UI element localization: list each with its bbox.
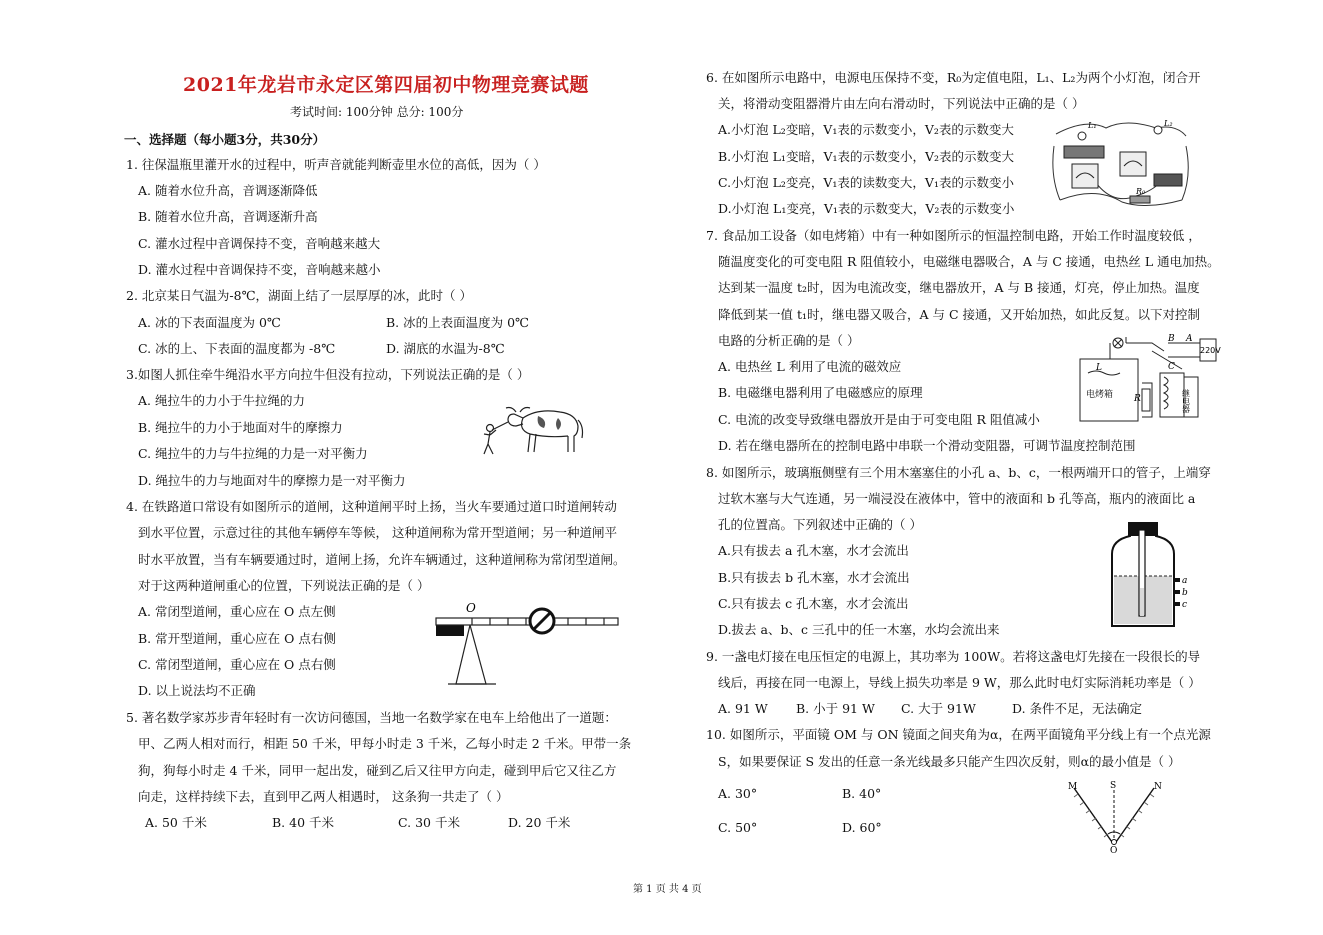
q9-option: D. 条件不足，无法确定 xyxy=(1012,701,1143,716)
q10-stem: 10. 如图所示，平面镜 OM 与 ON 镜面之间夹角为α，在两平面镜角平分线上有一个点光源 xyxy=(706,727,1211,742)
q5-stem: 狗，狗每小时走 4 千米，同甲一起出发，碰到乙后又往甲方向走，碰到甲后它又往乙方 xyxy=(138,763,617,778)
q1-option: A. 随着水位升高，音调逐渐降低 xyxy=(138,183,318,198)
q8-option: D.拔去 a、b、c 三孔中的任一木塞，水均会流出来 xyxy=(718,622,1000,637)
q6-option: A.小灯泡 L₂变暗，V₁表的示数变小，V₂表的示数变大 xyxy=(718,122,1014,137)
q2-option: C. 冰的上、下表面的温度都为 -8℃ xyxy=(138,341,336,356)
q5-option: C. 30 千米 xyxy=(398,815,460,830)
oven-r-label: R xyxy=(1134,394,1141,404)
hole-c-label: c xyxy=(1182,600,1188,610)
mirror-m-label: M xyxy=(1068,782,1078,792)
mirror-n-label: N xyxy=(1154,782,1162,792)
q3-option: B. 绳拉牛的力小于地面对牛的摩擦力 xyxy=(138,420,343,435)
battery xyxy=(1154,174,1182,186)
ox-figure xyxy=(478,400,588,462)
q4-stem: 到水平位置，示意过往的其他车辆停车等候， 这种道闸称为常开型道闸；另一种道闸平 xyxy=(138,525,617,540)
hole-b-label: b xyxy=(1182,588,1188,598)
q1-option: D. 灌水过程中音调保持不变，音响越来越小 xyxy=(138,262,381,277)
bulb-l1 xyxy=(1078,132,1086,140)
q5-stem: 甲、乙两人相对而行，相距 50 千米，甲每小时走 3 千米，乙每小时走 2 千米。甲带一条 xyxy=(138,736,632,751)
voltmeter-1 xyxy=(1072,164,1098,188)
rheostat xyxy=(1064,146,1104,158)
q6-stem: 关，将滑动变阻器滑片由左向右滑动时，下列说法中正确的是（ ） xyxy=(718,96,1085,111)
q10-option: B. 40° xyxy=(842,786,882,801)
q10-option: C. 50° xyxy=(718,820,758,835)
q6-option: B.小灯泡 L₁变暗，V₁表的示数变小，V₂表的示数变大 xyxy=(718,149,1015,164)
q10-option: A. 30° xyxy=(718,786,758,801)
q4-option: C. 常闭型道闸，重心应在 O 点右侧 xyxy=(138,657,336,672)
gate-pivot-label: O xyxy=(466,601,476,615)
q9-option: A. 91 W xyxy=(718,701,768,716)
oven-l-label: L xyxy=(1096,363,1102,373)
q7-option: C. 电流的改变导致继电器放开是由于可变电阻 R 阻值减小 xyxy=(718,412,1040,427)
q9-option: C. 大于 91W xyxy=(901,701,976,716)
relay-c-label: C xyxy=(1168,362,1175,372)
q3-option: D. 绳拉牛的力与地面对牛的摩擦力是一对平衡力 xyxy=(138,473,406,488)
q4-stem: 对于这两种道闸重心的位置，下列说法正确的是（ ） xyxy=(138,578,430,593)
voltage-label: 220V xyxy=(1200,346,1221,355)
hole-a-label: a xyxy=(1182,576,1188,586)
gate-bar xyxy=(436,618,618,625)
oven-label: 电烤箱 xyxy=(1086,390,1114,400)
q5-stem: 向走，这样持续下去，直到甲乙两人相遇时， 这条狗一共走了（ ） xyxy=(138,789,509,804)
q8-option: A.只有拔去 a 孔木塞，水才会流出 xyxy=(718,543,909,558)
q1-option: B. 随着水位升高，音调逐渐升高 xyxy=(138,209,318,224)
q5-option: D. 20 千米 xyxy=(508,815,571,830)
q10-option: D. 60° xyxy=(842,820,882,835)
q3-stem: 3.如图人抓住牵牛绳沿水平方向拉牛但没有拉动，下列说法正确的是（ ） xyxy=(126,367,530,382)
q9-stem: 线后，再接在同一电源上，导线上损失功率是 9 W，那么此时电灯实际消耗功率是（ ） xyxy=(718,675,1201,690)
q8-option: C.只有拔去 c 孔木塞，水才会流出 xyxy=(718,596,909,611)
q3-option: C. 绳拉牛的力与牛拉绳的力是一对平衡力 xyxy=(138,446,368,461)
q2-option: B. 冰的上表面温度为 0℃ xyxy=(386,315,530,330)
section-heading: 一、选择题（每小题3分，共30分） xyxy=(124,132,326,147)
mirror-figure xyxy=(1064,780,1164,854)
q7-stem: 达到某一温度 t₂时，因为电流改变，继电器放开，A 与 B 接通，灯亮，停止加热。温度 xyxy=(718,280,1200,295)
q4-option: A. 常闭型道闸，重心应在 O 点左侧 xyxy=(138,604,336,619)
q6-option: D.小灯泡 L₁变亮，V₁表的示数变大，V₂表的示数变小 xyxy=(718,201,1015,216)
q9-stem: 9. 一盏电灯接在电压恒定的电源上，其功率为 100W。若将这盏电灯先接在一段很长的导 xyxy=(706,649,1201,664)
q4-option: D. 以上说法均不正确 xyxy=(138,683,256,698)
voltmeter-2 xyxy=(1120,152,1146,176)
q4-stem: 4. 在铁路道口常设有如图所示的道闸，这种道闸平时上扬，当火车要通过道口时道闸转动 xyxy=(126,499,617,514)
gate-counterweight xyxy=(436,624,464,636)
q4-stem: 时水平放置，当有车辆要通过时，道闸上扬，允许车辆通过，这种道闸称为常闭型道闸。 xyxy=(138,552,626,567)
l2-label: L₂ xyxy=(1164,119,1173,128)
resistor xyxy=(1130,196,1150,203)
q7-option: B. 电磁继电器利用了电磁感应的原理 xyxy=(718,385,923,400)
relay-b-label: B xyxy=(1168,334,1175,344)
gate-figure xyxy=(430,598,622,690)
q10-stem: S，如果要保证 S 发出的任意一条光线最多只能产生四次反射，则α的最小值是（ ） xyxy=(718,754,1181,769)
page-footer: 第 1 页 共 4 页 xyxy=(633,884,702,895)
relay-a-label: A xyxy=(1186,334,1193,344)
bottle-figure xyxy=(1100,520,1190,632)
r0-label: R₀ xyxy=(1136,187,1146,196)
exam-info: 考试时间: 100分钟 总分: 100分 xyxy=(290,105,464,119)
q7-stem: 随温度变化的可变电阻 R 阻值较小，电磁继电器吸合，A 与 C 接通，电热丝 L 通电加热。 xyxy=(718,254,1220,269)
l1-label: L₁ xyxy=(1088,121,1097,130)
q2-option: A. 冰的下表面温度为 0℃ xyxy=(138,315,281,330)
q3-option: A. 绳拉牛的力小于牛拉绳的力 xyxy=(138,393,305,408)
q7-stem: 降低到某一值 t₁时，继电器又吸合，A 与 C 接通，又开始加热，如此反复。以下对控制 xyxy=(718,307,1201,322)
q2-stem: 2. 北京某日气温为-8℃，湖面上结了一层厚厚的冰，此时（ ） xyxy=(126,288,473,303)
q8-stem: 8. 如图所示，玻璃瓶侧壁有三个用木塞塞住的小孔 a、b、c，一根两端开口的管子，上端穿 xyxy=(706,465,1211,480)
bulb-l2 xyxy=(1154,126,1162,134)
q7-stem: 电路的分析正确的是（ ） xyxy=(718,333,860,348)
q8-stem: 过软木塞与大气连通，另一端浸没在液体中，管中的液面和 b 孔等高，瓶内的液面比 a xyxy=(718,491,1196,506)
q7-stem: 7. 食品加工设备（如电烤箱）中有一种如图所示的恒温控制电路，开始工作时温度较低 ， xyxy=(706,228,1201,243)
q8-option: B.只有拔去 b 孔木塞，水才会流出 xyxy=(718,570,910,585)
circuit-figure xyxy=(1046,116,1192,212)
q6-option: C.小灯泡 L₂变亮，V₁表的读数变大，V₁表的示数变小 xyxy=(718,175,1014,190)
relay-label: 继电器 xyxy=(1181,389,1191,413)
q9-option: B. 小于 91 W xyxy=(796,701,875,716)
q4-option: B. 常开型道闸，重心应在 O 点右侧 xyxy=(138,631,336,646)
page-title: 2021年龙岩市永定区第四届初中物理竞赛试题 xyxy=(183,74,589,96)
mirror-o-label: O xyxy=(1110,846,1118,856)
q1-stem: 1. 往保温瓶里灌开水的过程中，听声音就能判断壶里水位的高低，因为（ ） xyxy=(126,157,546,172)
thermostat-figure xyxy=(1072,333,1221,425)
q5-option: A. 50 千米 xyxy=(145,815,207,830)
q7-option: A. 电热丝 L 利用了电流的磁效应 xyxy=(718,359,902,374)
q1-option: C. 灌水过程中音调保持不变，音响越来越大 xyxy=(138,236,381,251)
q5-stem: 5. 著名数学家苏步青年轻时有一次访问德国，当地一名数学家在电车上给他出了一道题： xyxy=(126,710,617,725)
q7-option: D. 若在继电器所在的控制电路中串联一个滑动变阻器，可调节温度控制范围 xyxy=(718,438,1136,453)
q6-stem: 6. 在如图所示电路中，电源电压保持不变，R₀为定值电阻，L₁、L₂为两个小灯泡，闭合开 xyxy=(706,70,1201,85)
q8-stem: 孔的位置高。下列叙述中正确的（ ） xyxy=(718,517,922,532)
mirror-s-label: S xyxy=(1110,781,1117,791)
q2-option: D. 湖底的水温为-8℃ xyxy=(386,341,505,356)
q5-option: B. 40 千米 xyxy=(272,815,335,830)
